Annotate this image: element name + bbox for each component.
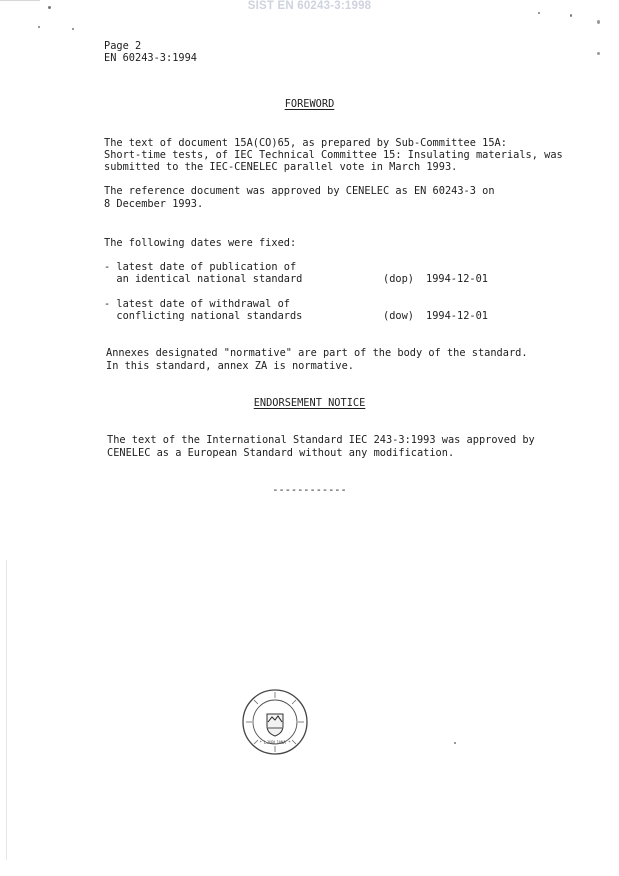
annex-note-line: Annexes designated "normative" are part of the body of the standard. [106, 347, 528, 359]
scan-speck [597, 20, 600, 24]
date-item-label: - latest date of withdrawal of [104, 298, 290, 310]
scan-speck [72, 28, 74, 30]
scan-speck [454, 742, 456, 744]
foreword-paragraph-line: The text of document 15A(CO)65, as prepared by Sub-Committee 15A: [104, 137, 507, 149]
date-item-label: - latest date of publication of [104, 261, 297, 273]
date-item-code: (dow) [383, 310, 414, 322]
scan-speck [597, 52, 600, 55]
date-item-label: an identical national standard [104, 273, 303, 285]
scan-speck [538, 12, 540, 14]
foreword-paragraph-line: The reference document was approved by CENELEC as EN 60243-3 on [104, 185, 495, 197]
date-item-code: (dop) [383, 273, 414, 285]
page-number: Page 2 [104, 40, 142, 52]
svg-text:* LJUBLJANA *: * LJUBLJANA * [259, 740, 291, 745]
foreword-paragraph-line: Short-time tests, of IEC Technical Committee 15: Insulating materials, was [104, 149, 563, 161]
foreword-paragraph-line: submitted to the IEC-CENELEC parallel vote in March 1993. [104, 161, 458, 173]
foreword-title: FOREWORD [284, 98, 335, 110]
scan-speck [38, 26, 40, 28]
scan-artifact-line [0, 0, 40, 1]
date-item-label: conflicting national standards [104, 310, 303, 322]
watermark: SIST EN 60243-3:1998 [247, 0, 372, 12]
institute-seal-stamp [241, 688, 309, 756]
date-item-date: 1994-12-01 [426, 273, 488, 285]
annex-note-line: In this standard, annex ZA is normative. [106, 360, 354, 372]
scan-speck [48, 6, 51, 9]
endorsement-title: ENDORSEMENT NOTICE [253, 397, 366, 409]
endorsement-line: The text of the International Standard IEC 243-3:1993 was approved by [107, 434, 535, 446]
foreword-paragraph-line: 8 December 1993. [104, 198, 204, 210]
scan-artifact-edge [6, 560, 7, 860]
endorsement-line: CENELEC as a European Standard without any modification. [107, 447, 455, 459]
standard-number: EN 60243-3:1994 [104, 52, 197, 64]
date-item-date: 1994-12-01 [426, 310, 488, 322]
scan-speck [570, 14, 572, 17]
dates-intro: The following dates were fixed: [104, 237, 297, 249]
separator: ------------ [272, 484, 347, 496]
